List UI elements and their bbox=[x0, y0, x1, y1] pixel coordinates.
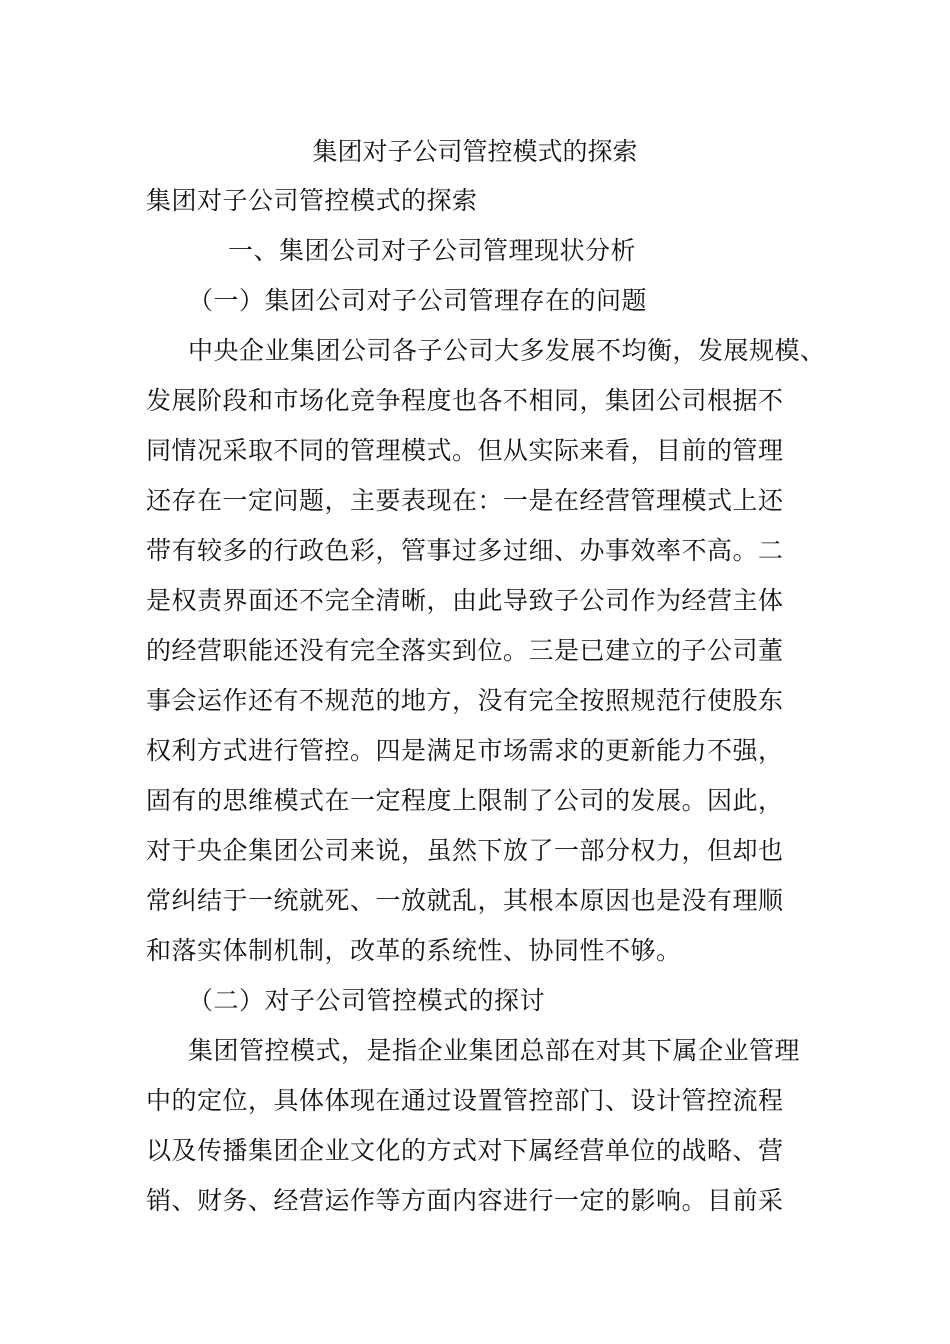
subsection-heading-2: （二）对子公司管控模式的探讨 bbox=[188, 986, 546, 1015]
paragraph2-line: 销、财务、经营运作等方面内容进行一定的影响。目前采 bbox=[146, 1186, 784, 1215]
subsection-heading-1: （一）集团公司对子公司管理存在的问题 bbox=[188, 286, 648, 315]
paragraph1-line: 常纠结于一统就死、一放就乱，其根本原因也是没有理顺 bbox=[146, 886, 784, 915]
paragraph2-line: 集团管控模式，是指企业集团总部在对其下属企业管理 bbox=[188, 1036, 801, 1065]
paragraph1-line: 事会运作还有不规范的地方，没有完全按照规范行使股东 bbox=[146, 686, 784, 715]
paragraph1-line: 的经营职能还没有完全落实到位。三是已建立的子公司董 bbox=[146, 636, 784, 665]
paragraph1-line: 发展阶段和市场化竞争程度也各不相同，集团公司根据不 bbox=[146, 386, 784, 415]
paragraph2-line: 以及传播集团企业文化的方式对下属经营单位的战略、营 bbox=[146, 1136, 784, 1165]
paragraph1-line: 固有的思维模式在一定程度上限制了公司的发展。因此， bbox=[146, 786, 784, 815]
paragraph1-line: 是权责界面还不完全清晰，由此导致子公司作为经营主体 bbox=[146, 586, 784, 615]
section-heading-1: 一、集团公司对子公司管理现状分析 bbox=[228, 236, 637, 265]
paragraph1-line: 权利方式进行管控。四是满足市场需求的更新能力不强， bbox=[146, 736, 784, 765]
paragraph2-line: 中的定位，具体体现在通过设置管控部门、设计管控流程 bbox=[146, 1086, 784, 1115]
paragraph1-line: 同情况采取不同的管理模式。但从实际来看，目前的管理 bbox=[146, 436, 784, 465]
paragraph1-line: 对于央企集团公司来说，虽然下放了一部分权力，但却也 bbox=[146, 836, 784, 865]
document-title: 集团对子公司管控模式的探索 bbox=[312, 137, 638, 166]
paragraph1-line: 和落实体制机制，改革的系统性、协同性不够。 bbox=[146, 936, 682, 965]
paragraph1-line: 中央企业集团公司各子公司大多发展不均衡，发展规模、 bbox=[188, 336, 826, 365]
paragraph1-line: 带有较多的行政色彩，管事过多过细、办事效率不高。二 bbox=[146, 536, 784, 565]
document-subtitle: 集团对子公司管控模式的探索 bbox=[146, 186, 478, 215]
paragraph1-line: 还存在一定问题，主要表现在：一是在经营管理模式上还 bbox=[146, 486, 784, 515]
